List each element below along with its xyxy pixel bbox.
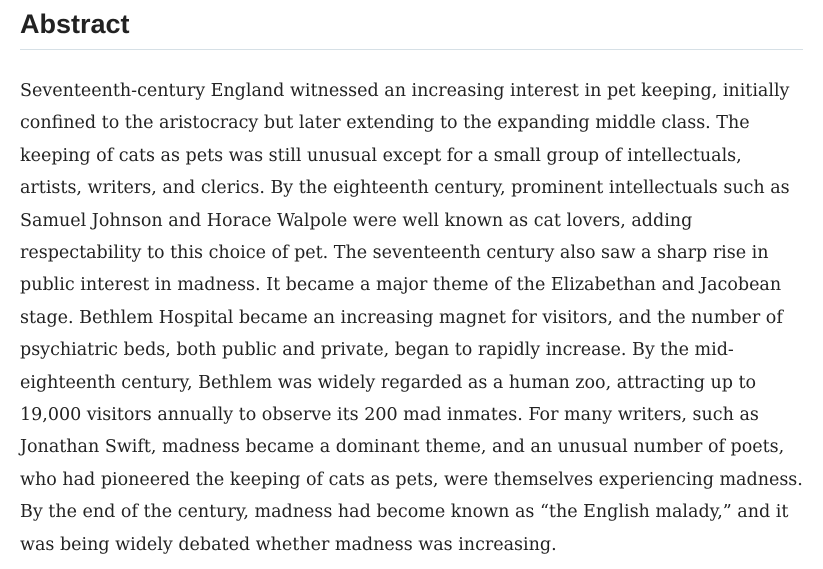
abstract-heading: Abstract xyxy=(20,9,130,39)
abstract-body: Seventeenth-century England witnessed an increasing interest in pet keeping, initially confined to the aristocracy but later extending to the expanding middle class. The keeping of cats as pets was still unusual except for a small group of intellectuals, artists, writers, and clerics. By the eighteenth century, prominent intellectuals such as Samuel Johnson and Horace Walpole were well known as cat lovers, adding respectability to this choice of pet. The seventeenth century also saw a sharp rise in public interest in madness. It became a major theme of the Elizabethan and Jacobean stage. Bethlem Hospital became an increasing magnet for visitors, and the number of psychiatric beds, both public and private, began to rapidly increase. By the mid-eighteenth century, Bethlem was widely regarded as a human zoo, attracting up to 19,000 visitors annually to observe its 200 mad inmates. For many writers, such as Jonathan Swift, madness became a dominant theme, and an unusual number of poets, who had pioneered the keeping of cats as pets, were themselves experiencing madness. By the end of the century, madness had become known as “the English malady,” and it was being widely debated whether madness was increasing. xyxy=(20,81,803,555)
abstract-section xyxy=(20,0,803,561)
